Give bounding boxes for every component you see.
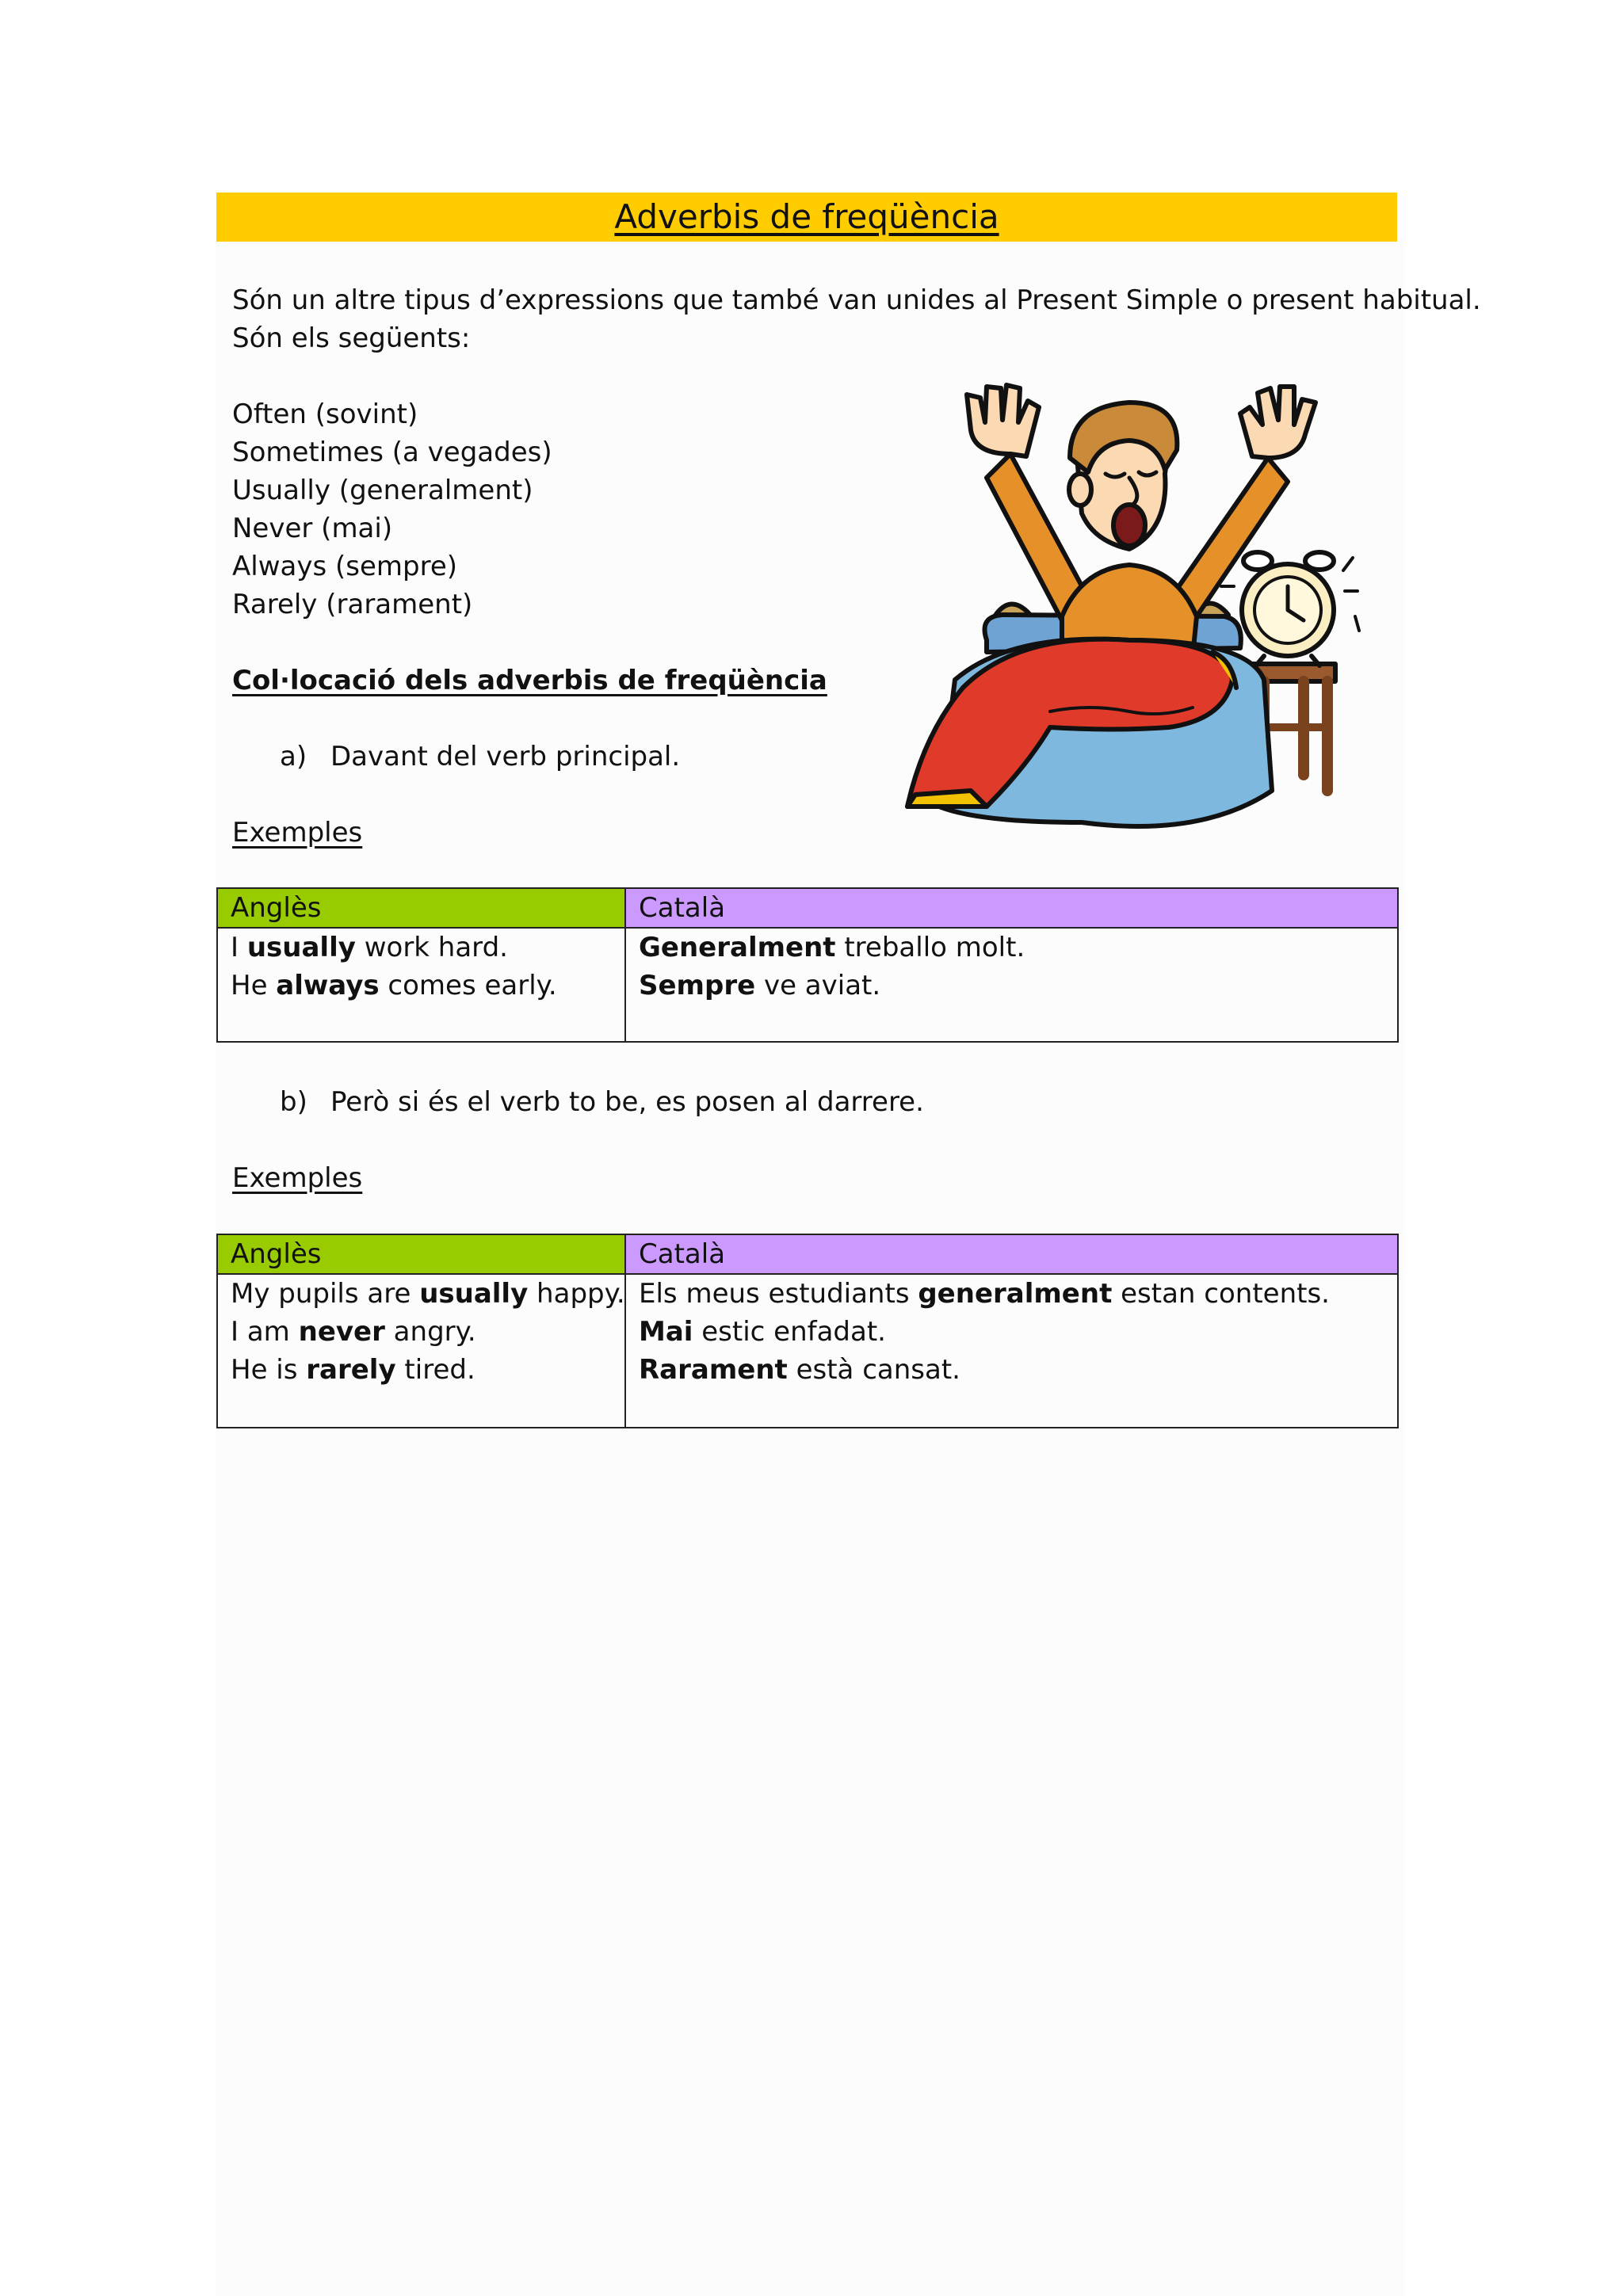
example-sentence: Rarament està cansat. bbox=[639, 1354, 960, 1386]
catalan-examples-cell bbox=[625, 928, 1398, 1042]
rule-b-text: Però si és el verb to be, es posen al darrere. bbox=[330, 1086, 924, 1118]
example-sentence: Generalment treballo molt. bbox=[639, 932, 1025, 963]
examples-label-2: Exemples bbox=[232, 1162, 363, 1194]
waking-up-illustration bbox=[892, 379, 1367, 846]
adverb-item: Always (sempre) bbox=[232, 551, 458, 582]
example-sentence: Sempre ve aviat. bbox=[639, 970, 881, 1001]
example-sentence: I usually work hard. bbox=[231, 932, 508, 963]
rule-a-text: Davant del verb principal. bbox=[330, 741, 681, 772]
examples-label-1: Exemples bbox=[232, 817, 363, 849]
english-column-header: Anglès bbox=[217, 888, 625, 928]
adverb-item: Usually (generalment) bbox=[232, 475, 533, 506]
examples-table-2 bbox=[216, 1234, 1399, 1428]
adverb-item: Sometimes (a vegades) bbox=[232, 437, 552, 468]
english-examples-cell bbox=[217, 1274, 625, 1428]
examples-table-1 bbox=[216, 887, 1399, 1043]
adverb-item: Rarely (rarament) bbox=[232, 589, 473, 620]
example-sentence: Els meus estudiants generalment estan contents. bbox=[639, 1278, 1330, 1310]
catalan-examples-cell bbox=[625, 1274, 1398, 1428]
rule-a-marker: a) bbox=[280, 741, 307, 772]
catalan-column-header: Català bbox=[625, 1234, 1398, 1274]
example-sentence: Mai estic enfadat. bbox=[639, 1316, 886, 1348]
example-sentence: He is rarely tired. bbox=[231, 1354, 475, 1386]
intro-line-1: Són un altre tipus d’expressions que també van unides al Present Simple o present habitual. bbox=[232, 284, 1481, 316]
page-title: Adverbis de freqüència bbox=[614, 197, 999, 236]
english-column-header: Anglès bbox=[217, 1234, 625, 1274]
adverb-item: Often (sovint) bbox=[232, 399, 418, 430]
title-bar bbox=[216, 193, 1397, 242]
example-sentence: I am never angry. bbox=[231, 1316, 476, 1348]
english-examples-cell bbox=[217, 928, 625, 1042]
placement-heading: Col·locació dels adverbis de freqüència bbox=[232, 665, 827, 696]
adverb-item: Never (mai) bbox=[232, 513, 393, 544]
catalan-column-header: Català bbox=[625, 888, 1398, 928]
rule-b-marker: b) bbox=[280, 1086, 307, 1118]
example-sentence: My pupils are usually happy. bbox=[231, 1278, 625, 1310]
example-sentence: He always comes early. bbox=[231, 970, 557, 1001]
intro-line-2: Són els següents: bbox=[232, 322, 471, 354]
